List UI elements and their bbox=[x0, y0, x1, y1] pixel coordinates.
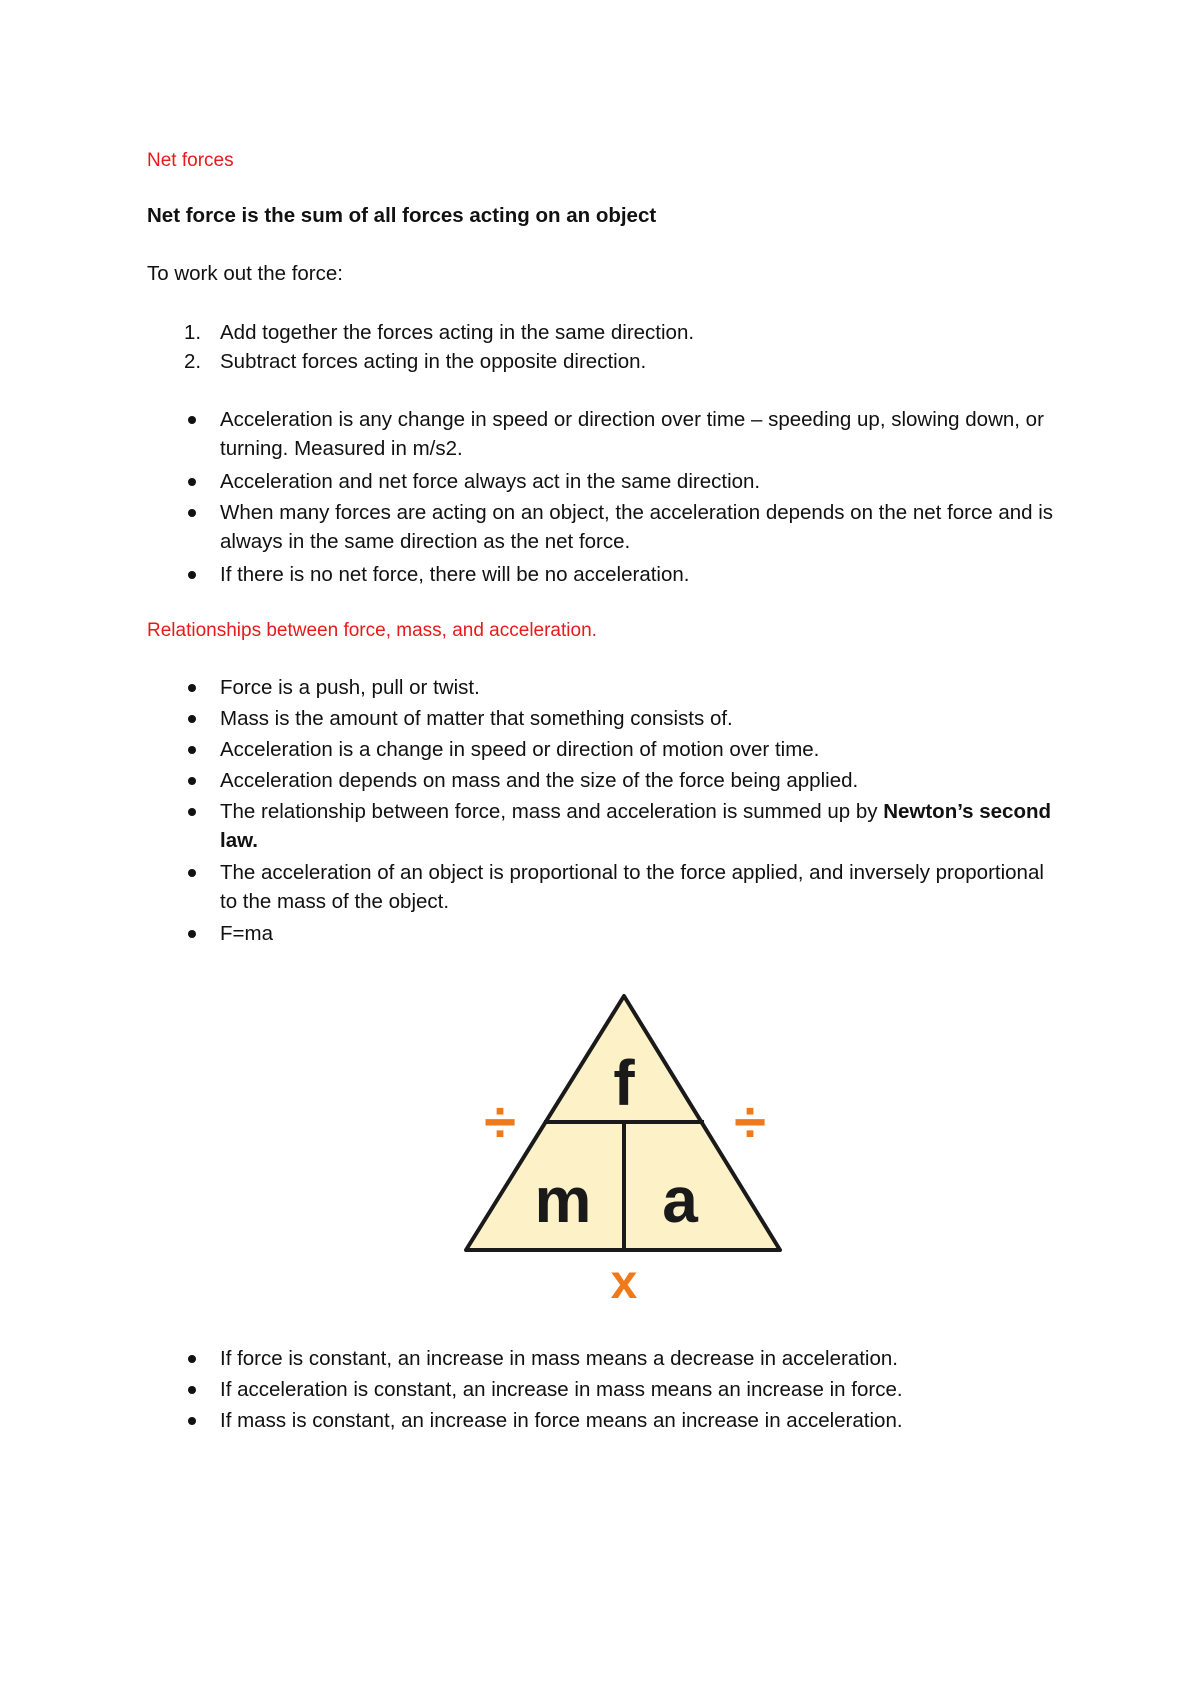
bullet-icon bbox=[188, 1355, 196, 1363]
list-item bbox=[220, 1375, 1060, 1404]
list-item-text: Add together the forces acting in the same direction. bbox=[220, 321, 695, 344]
list-item-text: Acceleration depends on mass and the size of the force being applied. bbox=[220, 769, 859, 792]
list-item-text: Mass is the amount of matter that something consists of. bbox=[220, 707, 733, 730]
bullet-icon bbox=[188, 930, 196, 938]
list-item-text: When many forces are acting on an object, the acceleration depends on the net force and is always in the same direction as the net force. bbox=[220, 501, 1054, 553]
list-item bbox=[220, 735, 1060, 764]
bullet-icon bbox=[188, 509, 196, 517]
list-item bbox=[220, 467, 1060, 496]
list-item bbox=[220, 766, 1060, 795]
label-force: f bbox=[613, 1047, 635, 1119]
bullet-icon bbox=[188, 808, 196, 816]
bullet-icon bbox=[188, 571, 196, 579]
list-item-text: Acceleration is any change in speed or direction over time – speeding up, slowing down, or turning. Measured in m/s2. bbox=[220, 408, 1044, 460]
label-acceleration: a bbox=[662, 1164, 698, 1236]
bullet-icon bbox=[188, 1386, 196, 1394]
divide-icon: ÷ bbox=[484, 1090, 516, 1155]
list-item bbox=[220, 673, 1060, 702]
list-item bbox=[220, 1344, 1060, 1373]
list-item bbox=[220, 858, 1060, 916]
bullet-icon bbox=[188, 777, 196, 785]
list-item-text: Force is a push, pull or twist. bbox=[220, 676, 480, 699]
formula-triangle-diagram bbox=[460, 990, 790, 1310]
list-item bbox=[220, 1406, 1060, 1435]
bullet-icon bbox=[188, 746, 196, 754]
bullet-icon bbox=[188, 1417, 196, 1425]
list-item bbox=[220, 560, 1060, 589]
list-item bbox=[220, 704, 1060, 733]
divide-icon: ÷ bbox=[734, 1090, 766, 1155]
list-item bbox=[184, 318, 1060, 347]
list-item bbox=[220, 919, 1060, 948]
newton-second-law: Newton’s second law. bbox=[220, 800, 1052, 852]
list-item-text: The relationship between force, mass and acceleration is summed up by bbox=[220, 800, 884, 823]
list-item-text: Acceleration and net force always act in the same direction. bbox=[220, 470, 761, 493]
list-item-text: Acceleration is a change in speed or direction of motion over time. bbox=[220, 738, 820, 761]
list-item-text: The acceleration of an object is proportional to the force applied, and inversely proportional to the mass of the object. bbox=[220, 861, 1044, 913]
list-item-text: If mass is constant, an increase in force means an increase in acceleration. bbox=[220, 1409, 903, 1432]
bullet-icon bbox=[188, 715, 196, 723]
list-item-text: If there is no net force, there will be no acceleration. bbox=[220, 563, 690, 586]
list-item bbox=[184, 347, 1060, 376]
bullet-icon bbox=[188, 416, 196, 424]
heading-net-forces: Net forces bbox=[147, 150, 234, 171]
bullet-icon bbox=[188, 869, 196, 877]
bullet-icon bbox=[188, 684, 196, 692]
multiply-icon: x bbox=[610, 1256, 638, 1309]
list-item bbox=[220, 405, 1060, 463]
intro-text: To work out the force: bbox=[147, 262, 343, 285]
list-item-text: Subtract forces acting in the opposite direction. bbox=[220, 350, 647, 373]
list-item bbox=[220, 498, 1060, 556]
list-item bbox=[220, 797, 1060, 855]
bullet-icon bbox=[188, 478, 196, 486]
list-item-text: F=ma bbox=[220, 922, 273, 945]
net-force-definition: Net force is the sum of all forces acting on an object bbox=[147, 204, 657, 227]
label-mass: m bbox=[534, 1164, 592, 1236]
heading-relationships: Relationships between force, mass, and acceleration. bbox=[147, 620, 597, 641]
list-number: 2. bbox=[184, 350, 202, 373]
list-item-text: If force is constant, an increase in mass means a decrease in acceleration. bbox=[220, 1347, 898, 1370]
list-number: 1. bbox=[184, 321, 202, 344]
list-item-text: If acceleration is constant, an increase in mass means an increase in force. bbox=[220, 1378, 903, 1401]
